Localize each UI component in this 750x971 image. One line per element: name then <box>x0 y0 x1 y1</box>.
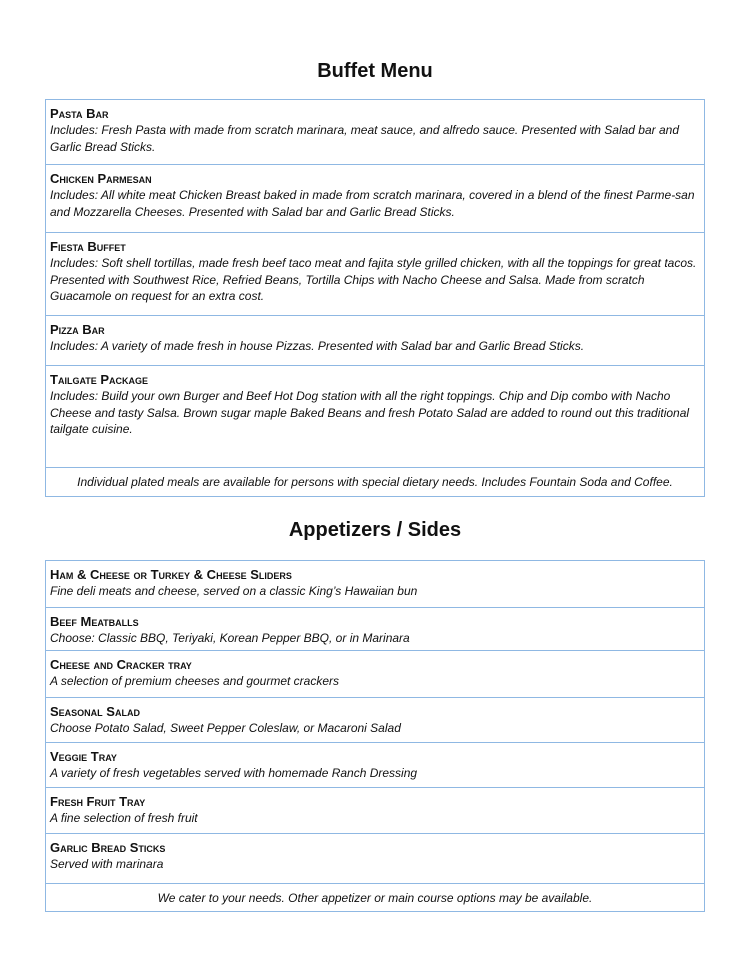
menu-item-fiesta-buffet <box>46 233 704 316</box>
item-name: Beef Meatballs <box>50 614 139 629</box>
item-name: Fresh Fruit Tray <box>50 794 146 809</box>
item-name: Seasonal Salad <box>50 704 140 719</box>
item-description: Includes: Build your own Burger and Beef Hot Dog station with all the right toppings. Chip and Dip combo with Nacho Cheese and tasty Salsa. Brown sugar maple Baked Beans and fresh Potato Salad are added to round out this traditional tailgate cuisine. <box>50 389 690 436</box>
item-description: Served with marinara <box>50 857 164 871</box>
item-name: Garlic Bread Sticks <box>50 840 166 855</box>
item-description: Includes: Fresh Pasta with made from scratch marinara, meat sauce, and alfredo sauce. Presented with Salad bar and Garlic Bread Sticks. <box>50 123 679 154</box>
appetizer-item-garlic-bread-sticks <box>46 834 704 884</box>
menu-item-chicken-parmesan <box>46 165 704 233</box>
appetizers-table <box>45 560 705 912</box>
menu-item-tailgate-package <box>46 366 704 468</box>
appetizer-item-fresh-fruit-tray <box>46 788 704 834</box>
buffet-menu-table <box>45 99 705 497</box>
appetizers-note: We cater to your needs. Other appetizer or main course options may be available. <box>157 890 593 905</box>
item-description: Includes: All white meat Chicken Breast baked in made from scratch marinara, covered in a blend of the finest Parme-san and Mozzarella Cheeses. Presented with Salad bar and Garlic Bread Sticks. <box>50 188 695 219</box>
item-description: A fine selection of fresh fruit <box>50 811 198 825</box>
item-description: Choose Potato Salad, Sweet Pepper Coleslaw, or Macaroni Salad <box>50 721 401 735</box>
item-name: Chicken Parmesan <box>50 171 152 186</box>
item-description: Includes: A variety of made fresh in house Pizzas. Presented with Salad bar and Garlic Bread Sticks. <box>50 339 585 353</box>
item-description: Includes: Soft shell tortillas, made fresh beef taco meat and fajita style grilled chicken, with all the toppings for great tacos. Presented with Southwest Rice, Refried Beans, Tortilla Chips with Nacho Cheese and Salsa. Made from scratch Guacamole on request for an extra cost. <box>50 256 697 303</box>
item-description: Fine deli meats and cheese, served on a classic King’s Hawaiian bun <box>50 584 418 598</box>
appetizer-item-beef-meatballs <box>46 608 704 651</box>
item-name: Veggie Tray <box>50 749 117 764</box>
appetizer-item-cheese-cracker-tray <box>46 651 704 698</box>
item-description: A variety of fresh vegetables served with homemade Ranch Dressing <box>50 766 418 780</box>
menu-item-pasta-bar <box>46 100 704 165</box>
item-name: Fiesta Buffet <box>50 239 126 254</box>
buffet-menu-title: Buffet Menu <box>317 60 433 82</box>
item-description: Choose: Classic BBQ, Teriyaki, Korean Pepper BBQ, or in Marinara <box>50 631 410 645</box>
item-name: Tailgate Package <box>50 372 149 387</box>
appetizers-sides-title: Appetizers / Sides <box>288 519 462 541</box>
item-name: Cheese and Cracker tray <box>50 657 192 672</box>
appetizer-item-veggie-tray <box>46 743 704 788</box>
item-name: Pizza Bar <box>50 322 105 337</box>
appetizer-item-seasonal-salad <box>46 698 704 743</box>
menu-item-pizza-bar <box>46 316 704 366</box>
appetizer-item-sliders <box>46 561 704 608</box>
item-description: A selection of premium cheeses and gourmet crackers <box>50 674 340 688</box>
item-name: Pasta Bar <box>50 106 109 121</box>
buffet-note: Individual plated meals are available for persons with special dietary needs. Includes Fountain Soda and Coffee. <box>77 475 673 489</box>
item-name: Ham & Cheese or Turkey & Cheese Sliders <box>50 567 292 582</box>
